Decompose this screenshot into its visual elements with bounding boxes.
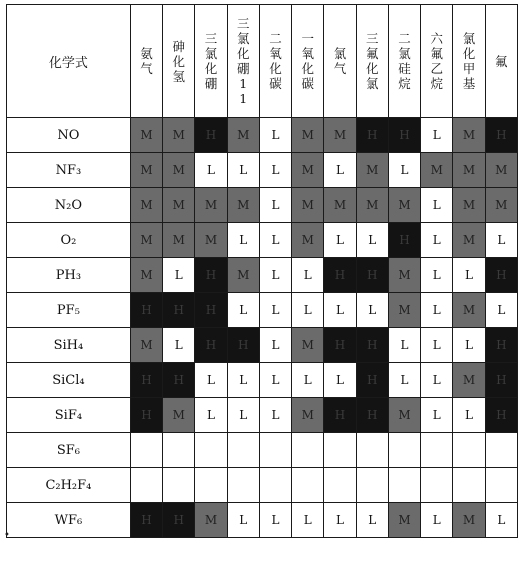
column-header bbox=[324, 5, 356, 118]
table-body bbox=[7, 118, 518, 538]
compat-cell: L bbox=[195, 398, 227, 433]
compat-cell: L bbox=[259, 398, 291, 433]
compat-cell: M bbox=[163, 188, 195, 223]
compat-cell: H bbox=[324, 328, 356, 363]
column-header-label: 氨气 bbox=[140, 46, 153, 76]
compat-cell bbox=[259, 433, 291, 468]
compat-cell bbox=[356, 433, 388, 468]
compat-cell: M bbox=[485, 153, 517, 188]
compat-cell bbox=[356, 468, 388, 503]
compat-cell: M bbox=[324, 118, 356, 153]
compat-cell: L bbox=[227, 223, 259, 258]
compat-cell: L bbox=[227, 363, 259, 398]
compat-cell: L bbox=[388, 363, 420, 398]
table-row bbox=[7, 433, 518, 468]
column-header bbox=[421, 5, 453, 118]
compat-cell: M bbox=[485, 188, 517, 223]
compat-cell bbox=[195, 433, 227, 468]
column-header bbox=[195, 5, 227, 118]
row-formula: WF₆ bbox=[7, 503, 131, 538]
table-row bbox=[7, 468, 518, 503]
column-header-label: 一氧化碳 bbox=[301, 31, 314, 91]
column-header-label: 二氯硅烷 bbox=[398, 31, 411, 91]
row-formula: SiH₄ bbox=[7, 328, 131, 363]
compat-cell bbox=[388, 433, 420, 468]
column-header-label: 三氟化氯 bbox=[365, 31, 379, 91]
compat-cell: L bbox=[421, 363, 453, 398]
compat-cell: L bbox=[259, 258, 291, 293]
compat-cell bbox=[324, 433, 356, 468]
compat-cell: L bbox=[227, 503, 259, 538]
column-header bbox=[453, 5, 485, 118]
compat-cell: H bbox=[388, 223, 420, 258]
compat-cell: L bbox=[259, 328, 291, 363]
row-formula: NF₃ bbox=[7, 153, 131, 188]
compat-cell: L bbox=[421, 293, 453, 328]
table-row bbox=[7, 293, 518, 328]
compat-cell bbox=[163, 433, 195, 468]
column-header-label: 氯化甲基 bbox=[462, 31, 476, 91]
row-formula: SF₆ bbox=[7, 433, 131, 468]
compat-cell bbox=[485, 468, 517, 503]
compat-cell: M bbox=[356, 188, 388, 223]
column-header-label: 氯气 bbox=[333, 46, 347, 76]
compat-cell: M bbox=[292, 223, 324, 258]
column-header-label: 三氯化硼11 bbox=[236, 16, 250, 106]
compat-cell: H bbox=[163, 293, 195, 328]
compat-cell: M bbox=[292, 188, 324, 223]
compat-cell: M bbox=[453, 363, 485, 398]
compat-cell: M bbox=[453, 188, 485, 223]
compat-cell: M bbox=[292, 398, 324, 433]
corner-header: 化学式 bbox=[7, 5, 131, 118]
compat-cell: H bbox=[356, 118, 388, 153]
compat-cell: L bbox=[195, 153, 227, 188]
compat-cell: H bbox=[130, 398, 162, 433]
compat-cell: L bbox=[324, 153, 356, 188]
column-header bbox=[259, 5, 291, 118]
compat-cell: H bbox=[163, 363, 195, 398]
compat-cell: L bbox=[388, 153, 420, 188]
row-formula: O₂ bbox=[7, 223, 131, 258]
column-header-label: 六氟乙烷 bbox=[430, 31, 443, 91]
compat-cell: M bbox=[163, 153, 195, 188]
table-row bbox=[7, 503, 518, 538]
compat-cell: L bbox=[292, 503, 324, 538]
compat-cell: H bbox=[130, 503, 162, 538]
compat-cell: H bbox=[356, 398, 388, 433]
compat-cell: M bbox=[195, 503, 227, 538]
table-row bbox=[7, 153, 518, 188]
compat-cell: M bbox=[292, 153, 324, 188]
compat-cell: M bbox=[130, 223, 162, 258]
compat-cell: L bbox=[324, 223, 356, 258]
compat-cell: L bbox=[421, 188, 453, 223]
compat-cell: H bbox=[130, 363, 162, 398]
compat-cell: L bbox=[163, 258, 195, 293]
compat-cell: H bbox=[485, 328, 517, 363]
compat-cell: L bbox=[259, 293, 291, 328]
compat-cell: M bbox=[388, 398, 420, 433]
compat-cell: L bbox=[324, 293, 356, 328]
compat-cell: L bbox=[259, 363, 291, 398]
table-row bbox=[7, 258, 518, 293]
compat-cell: M bbox=[130, 258, 162, 293]
compat-cell: M bbox=[292, 118, 324, 153]
table-row bbox=[7, 223, 518, 258]
compat-cell: H bbox=[356, 363, 388, 398]
column-header bbox=[292, 5, 324, 118]
compat-cell: M bbox=[453, 223, 485, 258]
compat-cell: M bbox=[130, 153, 162, 188]
compat-cell: M bbox=[130, 328, 162, 363]
row-formula: C₂H₂F₄ bbox=[7, 468, 131, 503]
compat-cell: M bbox=[388, 258, 420, 293]
compat-cell: H bbox=[195, 328, 227, 363]
compat-cell: L bbox=[324, 503, 356, 538]
compat-cell bbox=[421, 468, 453, 503]
compat-cell bbox=[388, 468, 420, 503]
table-row bbox=[7, 188, 518, 223]
compat-cell: L bbox=[421, 503, 453, 538]
compat-cell: H bbox=[324, 258, 356, 293]
compat-cell: M bbox=[163, 398, 195, 433]
compat-cell bbox=[163, 468, 195, 503]
compat-cell: L bbox=[356, 293, 388, 328]
compat-cell: L bbox=[421, 328, 453, 363]
compat-cell: L bbox=[356, 503, 388, 538]
compat-cell: M bbox=[388, 503, 420, 538]
column-header bbox=[485, 5, 517, 118]
compat-cell: H bbox=[485, 118, 517, 153]
column-header-label: 砷化氢 bbox=[172, 38, 185, 84]
compat-cell: L bbox=[227, 293, 259, 328]
compat-cell: H bbox=[388, 118, 420, 153]
compat-cell: L bbox=[485, 293, 517, 328]
compat-cell: L bbox=[259, 188, 291, 223]
compat-cell bbox=[130, 468, 162, 503]
compat-cell: M bbox=[130, 188, 162, 223]
column-header bbox=[388, 5, 420, 118]
compat-cell bbox=[421, 433, 453, 468]
compat-cell: L bbox=[485, 503, 517, 538]
compat-cell: L bbox=[259, 153, 291, 188]
row-formula: SiCl₄ bbox=[7, 363, 131, 398]
compat-cell: L bbox=[292, 293, 324, 328]
compat-cell: M bbox=[130, 118, 162, 153]
compat-cell: L bbox=[227, 153, 259, 188]
compat-cell: L bbox=[163, 328, 195, 363]
compat-cell bbox=[130, 433, 162, 468]
compat-cell: M bbox=[453, 153, 485, 188]
column-header-label: 三氯化硼 bbox=[204, 31, 218, 91]
compat-cell: H bbox=[356, 258, 388, 293]
row-formula: SiF₄ bbox=[7, 398, 131, 433]
compat-cell: M bbox=[163, 118, 195, 153]
compat-cell: H bbox=[227, 328, 259, 363]
compat-cell: H bbox=[356, 328, 388, 363]
compat-cell: L bbox=[292, 258, 324, 293]
column-header bbox=[227, 5, 259, 118]
compat-cell: L bbox=[356, 223, 388, 258]
compat-cell: L bbox=[195, 363, 227, 398]
compat-cell: M bbox=[356, 153, 388, 188]
compat-cell: M bbox=[195, 188, 227, 223]
row-formula: N₂O bbox=[7, 188, 131, 223]
compat-cell: L bbox=[453, 258, 485, 293]
compat-cell bbox=[453, 433, 485, 468]
compat-cell: L bbox=[421, 398, 453, 433]
gas-compatibility-table bbox=[6, 4, 518, 538]
column-header bbox=[356, 5, 388, 118]
compat-cell: H bbox=[195, 293, 227, 328]
compat-cell: H bbox=[324, 398, 356, 433]
compat-cell: H bbox=[485, 258, 517, 293]
table-header-row bbox=[7, 5, 518, 118]
compat-cell: M bbox=[421, 153, 453, 188]
compat-cell bbox=[485, 433, 517, 468]
compat-cell: M bbox=[292, 328, 324, 363]
compat-cell: M bbox=[453, 118, 485, 153]
column-header-label: 氟 bbox=[495, 53, 508, 69]
row-formula: NO bbox=[7, 118, 131, 153]
compat-cell: M bbox=[227, 258, 259, 293]
compat-cell bbox=[453, 468, 485, 503]
compat-cell: H bbox=[485, 363, 517, 398]
compat-cell bbox=[259, 468, 291, 503]
compat-cell: L bbox=[421, 118, 453, 153]
row-formula: PF₅ bbox=[7, 293, 131, 328]
column-header-label: 二氧化碳 bbox=[269, 31, 282, 91]
row-formula: PH₃ bbox=[7, 258, 131, 293]
compat-cell bbox=[227, 468, 259, 503]
margin-dot: • bbox=[4, 530, 10, 541]
compat-cell bbox=[324, 468, 356, 503]
compat-cell: M bbox=[453, 293, 485, 328]
compat-cell bbox=[292, 433, 324, 468]
compat-cell: L bbox=[421, 223, 453, 258]
compat-cell: M bbox=[324, 188, 356, 223]
compat-cell: M bbox=[163, 223, 195, 258]
table-row bbox=[7, 118, 518, 153]
compat-cell: M bbox=[453, 503, 485, 538]
compat-cell: L bbox=[259, 118, 291, 153]
compat-cell: M bbox=[195, 223, 227, 258]
compat-cell: M bbox=[388, 188, 420, 223]
compat-cell: L bbox=[324, 363, 356, 398]
compat-cell: H bbox=[130, 293, 162, 328]
compat-cell: M bbox=[388, 293, 420, 328]
compat-cell: L bbox=[421, 258, 453, 293]
compat-cell bbox=[195, 468, 227, 503]
compat-cell: L bbox=[453, 398, 485, 433]
compat-cell: H bbox=[485, 398, 517, 433]
column-header bbox=[130, 5, 162, 118]
compat-cell: L bbox=[485, 223, 517, 258]
compat-cell bbox=[292, 468, 324, 503]
compat-cell: M bbox=[227, 118, 259, 153]
compat-cell: L bbox=[453, 328, 485, 363]
table-row bbox=[7, 328, 518, 363]
compat-cell: H bbox=[163, 503, 195, 538]
compat-cell: L bbox=[292, 363, 324, 398]
compat-cell: M bbox=[227, 188, 259, 223]
compat-cell: L bbox=[388, 328, 420, 363]
compat-cell: L bbox=[227, 398, 259, 433]
column-header bbox=[163, 5, 195, 118]
table-row bbox=[7, 363, 518, 398]
compat-cell bbox=[227, 433, 259, 468]
compat-cell: H bbox=[195, 258, 227, 293]
table-row bbox=[7, 398, 518, 433]
compat-cell: L bbox=[259, 223, 291, 258]
compat-cell: H bbox=[195, 118, 227, 153]
compat-cell: L bbox=[259, 503, 291, 538]
